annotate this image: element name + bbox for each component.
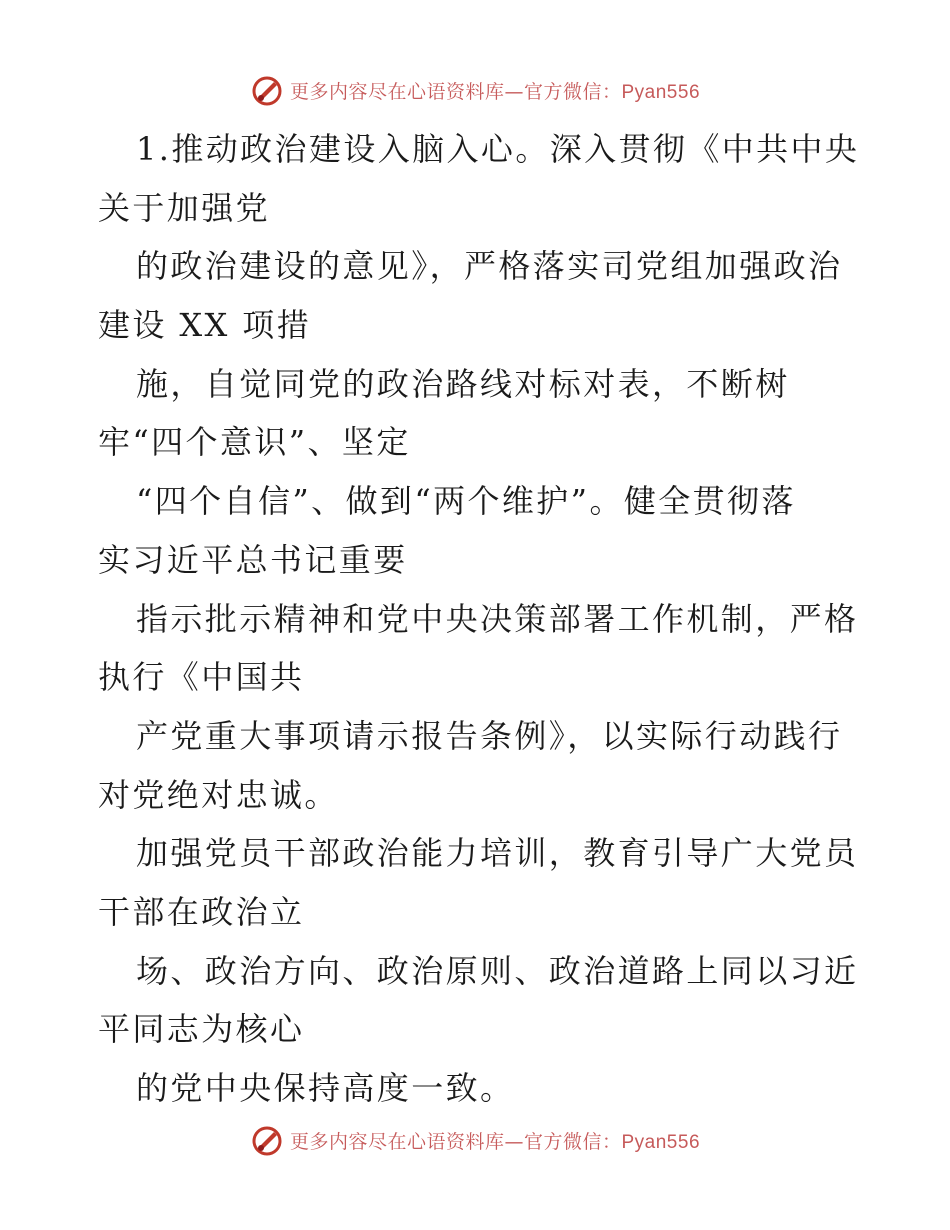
body-line: 干部在政治立 xyxy=(98,892,305,931)
document-body xyxy=(98,120,858,1118)
red-brush-seal-icon xyxy=(250,1123,284,1157)
body-line: 的党中央保持高度一致。 xyxy=(136,1069,515,1107)
body-line: 对党绝对忠诚。 xyxy=(98,775,339,814)
header-watermark xyxy=(0,70,950,110)
body-line: 产党重大事项请示报告条例》，以实际行动践行 xyxy=(136,716,843,755)
red-brush-seal-icon xyxy=(250,73,284,107)
watermark-text: 更多内容尽在心语资料库—官方微信：Pyan556 xyxy=(289,80,701,103)
body-line: 的政治建设的意见》，严格落实司党组加强政治 xyxy=(136,247,843,286)
body-line: 执行《中国共 xyxy=(98,658,305,697)
body-line: 施，自觉同党的政治路线对标对表，不断树 xyxy=(136,364,790,403)
body-line: “四个自信”、做到“两个维护”。健全贯彻落 xyxy=(136,482,796,521)
body-line: 牢“四个意识”、坚定 xyxy=(98,423,411,462)
body-line: 建设 XX 项措 xyxy=(98,306,312,345)
body-line: 加强党员干部政治能力培训，教育引导广大党员 xyxy=(136,834,859,873)
body-line: 实习近平总书记重要 xyxy=(98,540,408,579)
body-line: 关于加强党 xyxy=(98,188,271,227)
body-line: 1.推动政治建设入脑入心。深入贯彻《中共中央 xyxy=(136,130,860,168)
body-line: 平同志为核心 xyxy=(98,1010,305,1049)
body-line: 场、政治方向、政治原则、政治道路上同以习近 xyxy=(136,951,859,990)
watermark-text: 更多内容尽在心语资料库—官方微信：Pyan556 xyxy=(289,1130,701,1153)
body-line: 指示批示精神和党中央决策部署工作机制，严格 xyxy=(136,599,859,638)
footer-watermark xyxy=(0,1120,950,1160)
